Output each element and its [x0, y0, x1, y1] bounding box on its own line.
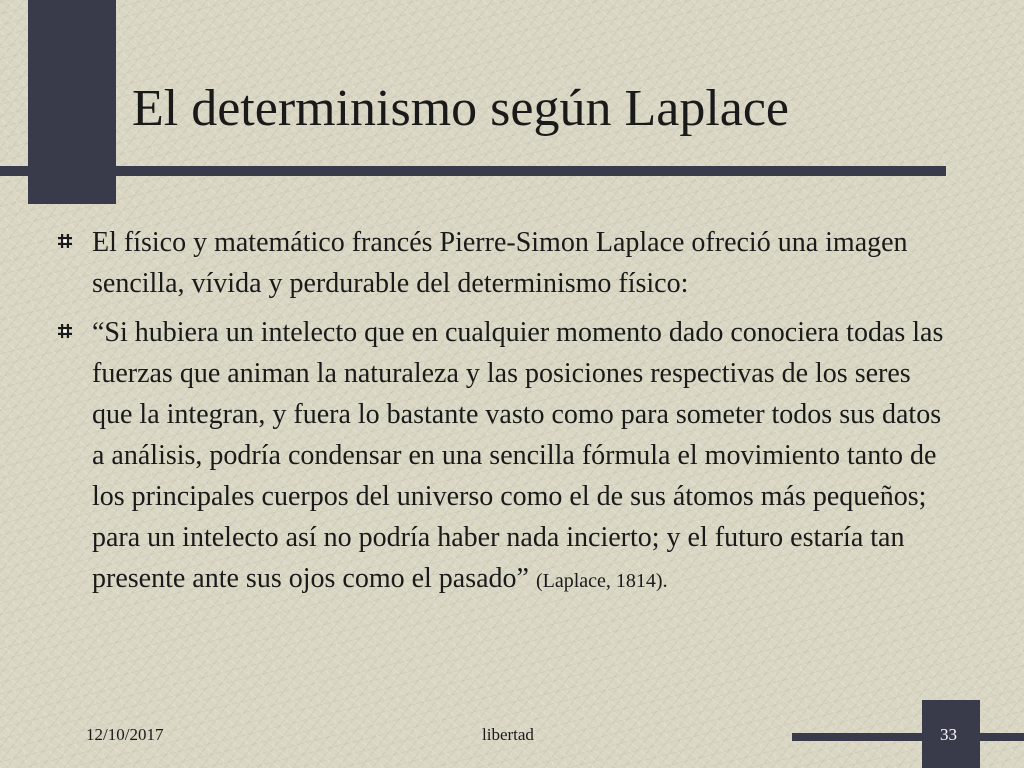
- bullet-text: El físico y matemático francés Pierre-Simon Laplace ofreció una imagen sencilla, vívida y perdurable del determinismo físico:: [92, 227, 908, 299]
- footer-topic: libertad: [482, 725, 534, 744]
- slide-title: El determinismo según Laplace: [132, 80, 790, 137]
- slide-number: 33: [940, 725, 957, 744]
- bullet-item: [58, 222, 958, 304]
- footer-accent-bar: [792, 733, 1024, 741]
- quote-text: [92, 312, 958, 602]
- hash-bullet-icon: [58, 324, 72, 338]
- bullet-item: [58, 312, 958, 602]
- title-underline-bar: [0, 166, 946, 176]
- laplace-quote: “Si hubiera un intelecto que en cualquier momento dado conociera todas las fuerzas que animan la naturaleza y las posiciones respectivas de los seres que la integran, y fuera lo bastante vasto como para someter todos sus datos a análisis, podría condensar en una sencilla fórmula el movimiento tanto de los principales cuerpos del universo como el de sus átomos más pequeños; para un intelecto así no podría haber nada incierto; y el futuro estaría tan presente ante sus ojos como el pasado”: [92, 317, 944, 594]
- footer-date: 12/10/2017: [86, 725, 164, 744]
- slide-body: [58, 222, 958, 610]
- hash-bullet-icon: [58, 234, 72, 248]
- quote-citation: (Laplace, 1814).: [535, 570, 668, 592]
